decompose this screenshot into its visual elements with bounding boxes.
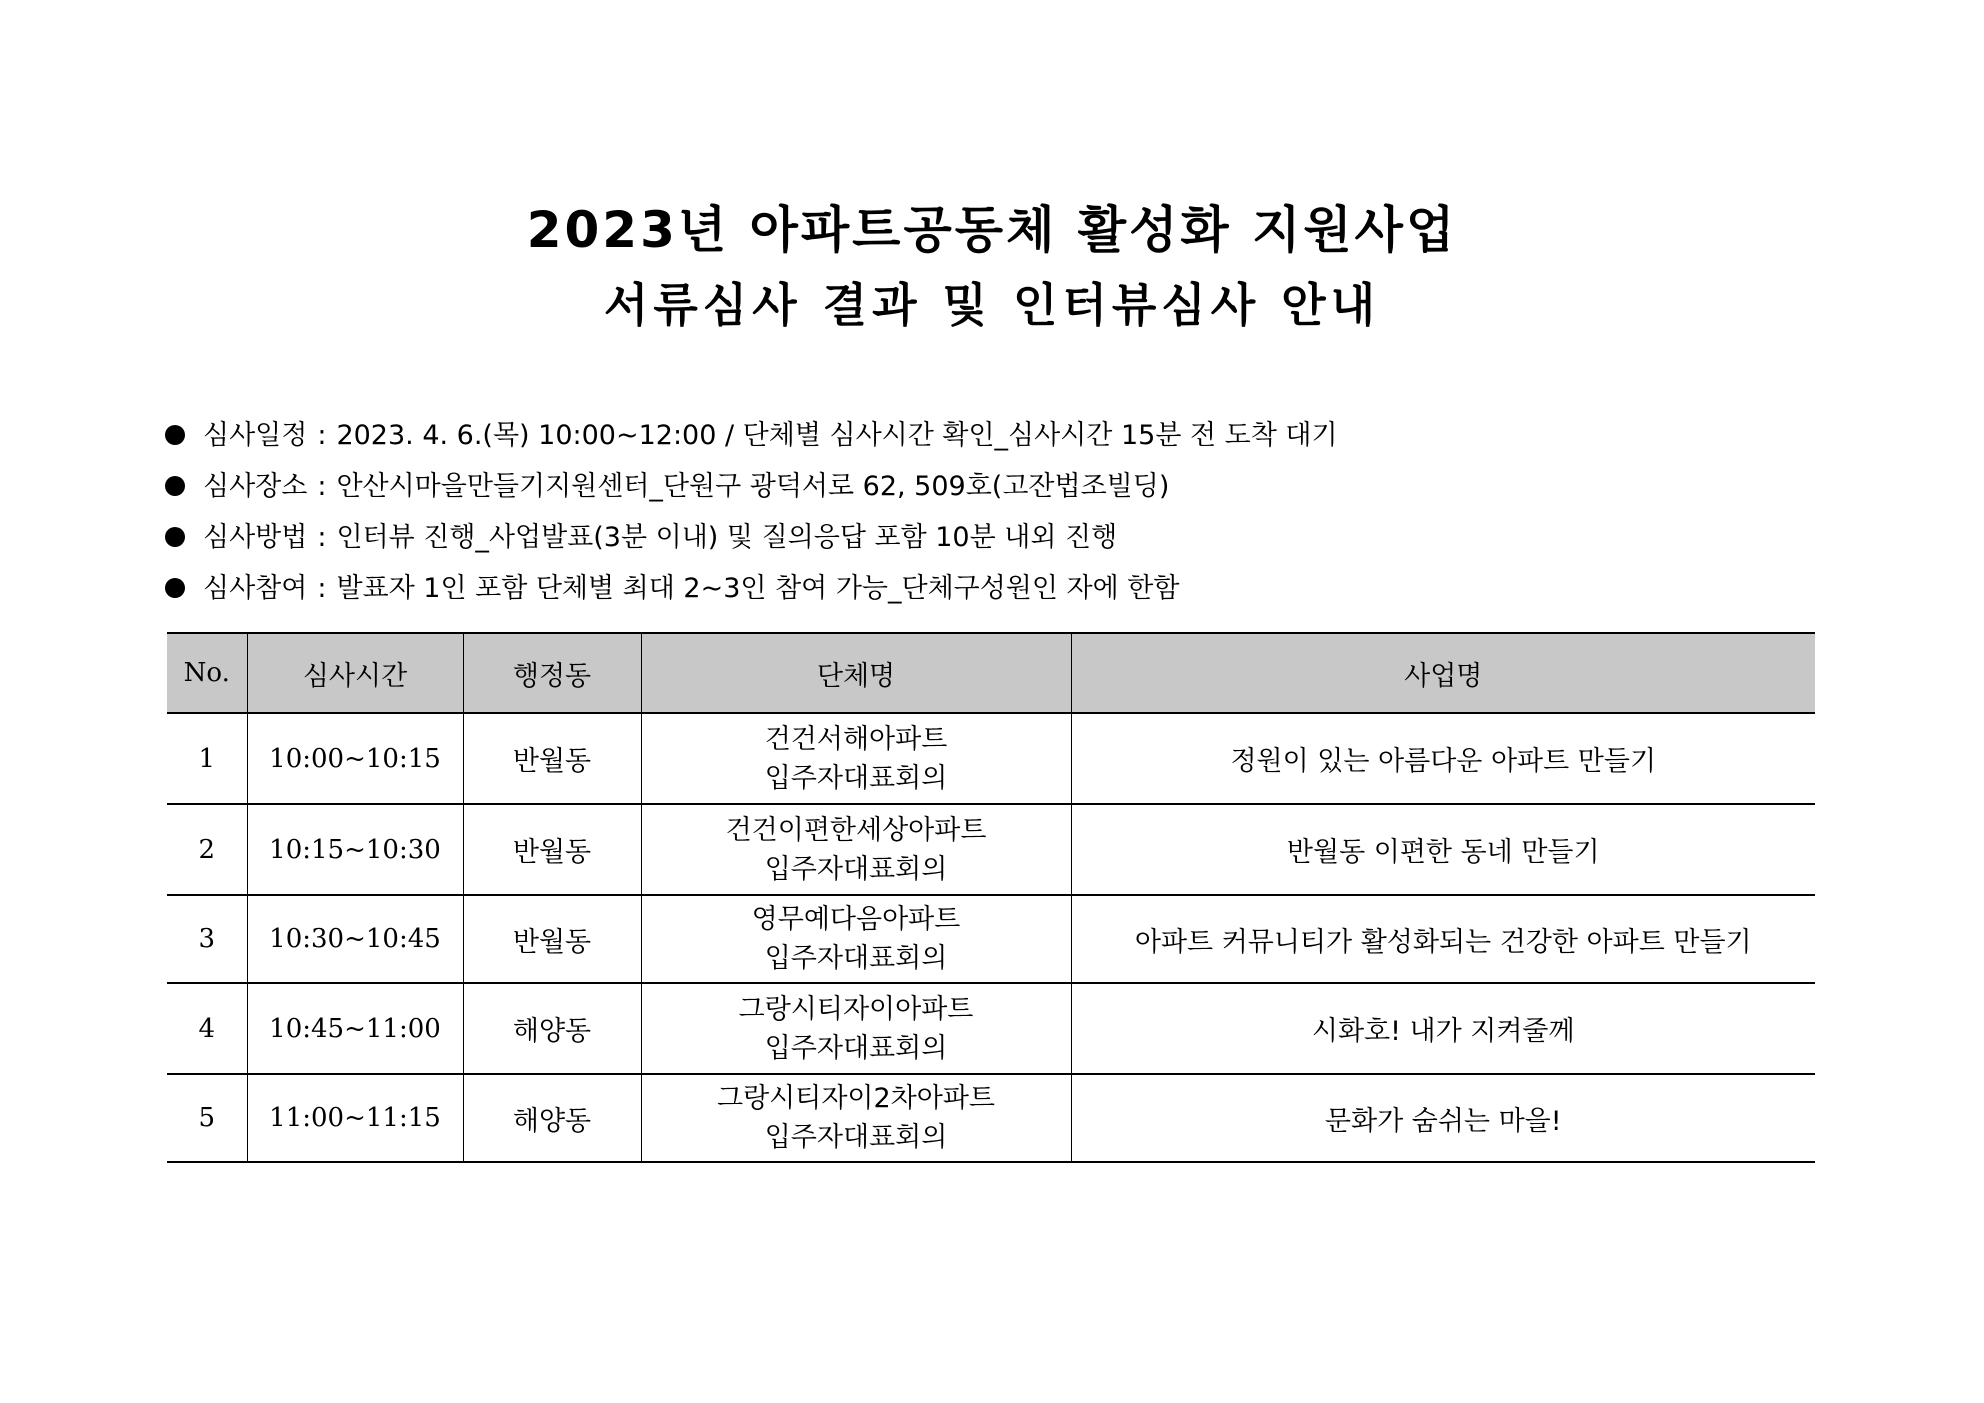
info-item-venue xyxy=(165,461,1338,512)
cell-project: 아파트 커뮤니티가 활성화되는 건강한 아파트 만들기 xyxy=(1071,895,1815,983)
table-header-row xyxy=(167,633,1815,713)
cell-project: 반월동 이편한 동네 만들기 xyxy=(1071,804,1815,895)
info-separator: : xyxy=(317,471,327,502)
org-name: 그랑시티자이2차아파트 xyxy=(717,1083,995,1114)
cell-project: 시화호! 내가 지켜줄께 xyxy=(1071,983,1815,1074)
org-name: 영무예다음아파트 xyxy=(751,904,961,935)
cell-org xyxy=(641,1074,1071,1162)
info-text: 발표자 1인 포함 단체별 최대 2~3인 참여 가능_단체구성원인 자에 한함 xyxy=(336,573,1180,604)
cell-dong: 해양동 xyxy=(463,1074,641,1162)
cell-project: 문화가 숨쉬는 마을! xyxy=(1071,1074,1815,1162)
bullet-icon xyxy=(165,476,185,496)
info-text: 인터뷰 진행_사업발표(3분 이내) 및 질의응답 포함 10분 내외 진행 xyxy=(336,522,1118,553)
cell-no: 1 xyxy=(167,713,247,804)
table-row xyxy=(167,713,1815,804)
bullet-icon xyxy=(165,578,185,598)
table-row xyxy=(167,1074,1815,1162)
org-committee: 입주자대표회의 xyxy=(764,943,948,974)
title-sub: 서류심사 결과 및 인터뷰심사 안내 xyxy=(603,278,1381,332)
bullet-icon xyxy=(165,425,185,445)
title-main: 2023년 아파트공동체 활성화 지원사업 xyxy=(526,201,1458,259)
org-committee: 입주자대표회의 xyxy=(764,762,948,794)
cell-no: 4 xyxy=(167,983,247,1074)
info-label: 심사방법 xyxy=(203,522,308,553)
table-row xyxy=(167,895,1815,983)
cell-time: 10:00~10:15 xyxy=(247,713,463,804)
cell-time: 10:15~10:30 xyxy=(247,804,463,895)
document-title xyxy=(0,196,1984,338)
info-separator: : xyxy=(317,522,327,553)
cell-no: 5 xyxy=(167,1074,247,1162)
org-committee: 입주자대표회의 xyxy=(764,853,948,885)
org-committee: 입주자대표회의 xyxy=(764,1122,948,1153)
org-name: 건건서해아파트 xyxy=(764,723,948,755)
header-time: 심사시간 xyxy=(247,633,463,713)
info-list xyxy=(165,410,1338,614)
cell-org xyxy=(641,983,1071,1074)
header-dong: 행정동 xyxy=(463,633,641,713)
cell-dong: 반월동 xyxy=(463,713,641,804)
table-row xyxy=(167,983,1815,1074)
cell-time: 10:45~11:00 xyxy=(247,983,463,1074)
org-name: 건건이편한세상아파트 xyxy=(725,814,987,846)
bullet-icon xyxy=(165,527,185,547)
cell-dong: 해양동 xyxy=(463,983,641,1074)
info-item-method xyxy=(165,512,1338,563)
info-item-schedule xyxy=(165,410,1338,461)
info-separator: : xyxy=(317,420,327,451)
cell-org xyxy=(641,804,1071,895)
info-text: 안산시마을만들기지원센터_단원구 광덕서로 62, 509호(고잔법조빌딩) xyxy=(336,471,1170,502)
cell-dong: 반월동 xyxy=(463,895,641,983)
header-org: 단체명 xyxy=(641,633,1071,713)
cell-no: 3 xyxy=(167,895,247,983)
cell-time: 10:30~10:45 xyxy=(247,895,463,983)
cell-no: 2 xyxy=(167,804,247,895)
cell-org xyxy=(641,713,1071,804)
header-no: No. xyxy=(167,633,247,713)
info-item-participation xyxy=(165,563,1338,614)
info-text: 2023. 4. 6.(목) 10:00~12:00 / 단체별 심사시간 확인_심사시간 15분 전 도착 대기 xyxy=(336,420,1338,451)
cell-project: 정원이 있는 아름다운 아파트 만들기 xyxy=(1071,713,1815,804)
header-project: 사업명 xyxy=(1071,633,1815,713)
info-label: 심사참여 xyxy=(203,573,308,604)
schedule-table xyxy=(167,632,1815,1163)
org-name: 그랑시티자이아파트 xyxy=(738,993,974,1025)
info-label: 심사일정 xyxy=(203,420,308,451)
cell-dong: 반월동 xyxy=(463,804,641,895)
table-row xyxy=(167,804,1815,895)
info-label: 심사장소 xyxy=(203,471,308,502)
cell-org xyxy=(641,895,1071,983)
org-committee: 입주자대표회의 xyxy=(764,1032,948,1064)
info-separator: : xyxy=(317,573,327,604)
cell-time: 11:00~11:15 xyxy=(247,1074,463,1162)
